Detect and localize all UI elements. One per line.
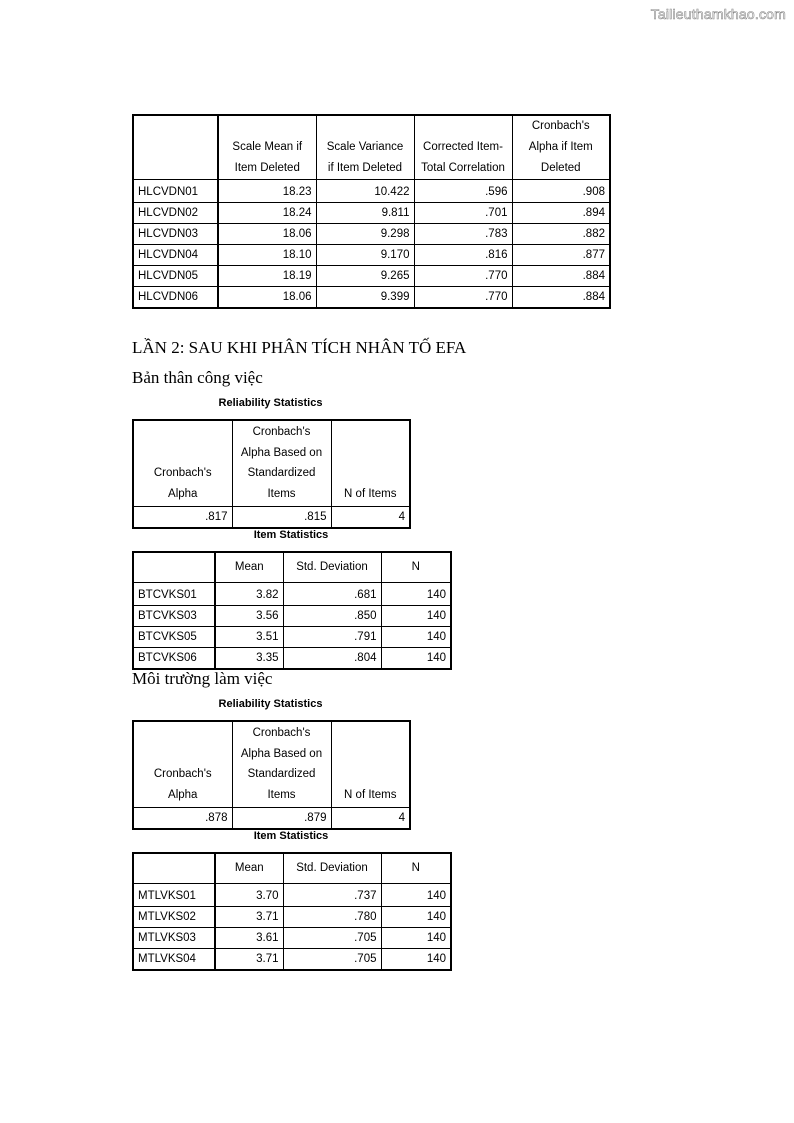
header-n: N: [381, 552, 451, 583]
table-cell: 3.56: [215, 606, 283, 627]
value-n-of-items: 4: [331, 808, 410, 830]
header-n: N: [381, 853, 451, 884]
table-header-row: [133, 721, 410, 808]
table-cell: .681: [283, 583, 381, 606]
table-row: [133, 507, 410, 529]
table-cell: 140: [381, 928, 451, 949]
header-cell: [133, 115, 218, 180]
table-cell: .908: [512, 180, 610, 203]
table-cell: 3.71: [215, 907, 283, 928]
table-header-row: [133, 552, 451, 583]
row-label: BTCVKS01: [133, 583, 215, 606]
reliability-table-mtlv: [132, 720, 411, 830]
table-cell: .791: [283, 627, 381, 648]
header-n-of-items: N of Items: [331, 420, 410, 507]
row-label: MTLVKS04: [133, 949, 215, 971]
table-cell: 140: [381, 606, 451, 627]
item-caption-mtlv: Item Statistics: [253, 830, 329, 842]
table-cell: 18.06: [218, 287, 316, 309]
watermark: Tailieuthamkhao.com: [650, 6, 786, 22]
table-cell: 3.71: [215, 949, 283, 971]
table-cell: 9.811: [316, 203, 414, 224]
table-cell: .701: [414, 203, 512, 224]
row-label: HLCVDN02: [133, 203, 218, 224]
table-cell: 140: [381, 884, 451, 907]
row-label: MTLVKS02: [133, 907, 215, 928]
header-alpha-if-deleted: Cronbach's Alpha if Item Deleted: [512, 115, 610, 180]
table-cell: 140: [381, 907, 451, 928]
header-std-deviation: Std. Deviation: [283, 853, 381, 884]
header-cronbach-alpha: Cronbach's Alpha: [133, 420, 232, 507]
table-cell: .770: [414, 266, 512, 287]
table-row: [133, 928, 451, 949]
value-n-of-items: 4: [331, 507, 410, 529]
table-row: [133, 583, 451, 606]
table-cell: .884: [512, 266, 610, 287]
table-row: [133, 606, 451, 627]
table-row: [133, 266, 610, 287]
reliability-table-btcv: [132, 419, 411, 529]
value-alpha-standardized: .879: [232, 808, 331, 830]
header-scale-variance: Scale Variance if Item Deleted: [316, 115, 414, 180]
table-cell: 10.422: [316, 180, 414, 203]
header-corrected-item-total: Corrected Item- Total Correlation: [414, 115, 512, 180]
table-cell: .770: [414, 287, 512, 309]
row-label: BTCVKS05: [133, 627, 215, 648]
value-cronbach-alpha: .817: [133, 507, 232, 529]
table-row: [133, 224, 610, 245]
table-cell: 140: [381, 949, 451, 971]
table-cell: 18.19: [218, 266, 316, 287]
table-cell: .816: [414, 245, 512, 266]
section-heading: LẦN 2: SAU KHI PHÂN TÍCH NHÂN TỐ EFA: [132, 338, 467, 357]
table-cell: .705: [283, 949, 381, 971]
table-cell: 9.298: [316, 224, 414, 245]
table-cell: .882: [512, 224, 610, 245]
table-header-row: [133, 420, 410, 507]
table-cell: .804: [283, 648, 381, 670]
table-row: [133, 245, 610, 266]
table-cell: 18.23: [218, 180, 316, 203]
table-header-row: [133, 853, 451, 884]
value-cronbach-alpha: .878: [133, 808, 232, 830]
table-cell: .783: [414, 224, 512, 245]
table-row: [133, 907, 451, 928]
table-row: [133, 648, 451, 670]
table-cell: 18.24: [218, 203, 316, 224]
table-row: [133, 627, 451, 648]
header-mean: Mean: [215, 552, 283, 583]
table-cell: 3.82: [215, 583, 283, 606]
table-row: [133, 884, 451, 907]
row-label: HLCVDN01: [133, 180, 218, 203]
table-cell: .596: [414, 180, 512, 203]
row-label: HLCVDN04: [133, 245, 218, 266]
table-cell: 9.399: [316, 287, 414, 309]
table-cell: .780: [283, 907, 381, 928]
table-cell: 140: [381, 583, 451, 606]
item-statistics-table-btcv: [132, 551, 452, 670]
row-label: HLCVDN05: [133, 266, 218, 287]
value-alpha-standardized: .815: [232, 507, 331, 529]
item-total-statistics-table: [132, 114, 611, 309]
table-cell: 9.265: [316, 266, 414, 287]
table-cell: 9.170: [316, 245, 414, 266]
table-row: [133, 949, 451, 971]
table-cell: 18.10: [218, 245, 316, 266]
table-body: [133, 180, 610, 309]
table-cell: 3.35: [215, 648, 283, 670]
table-cell: .737: [283, 884, 381, 907]
row-label: MTLVKS03: [133, 928, 215, 949]
table-cell: .705: [283, 928, 381, 949]
header-scale-mean: Scale Mean if Item Deleted: [218, 115, 316, 180]
table-cell: 18.06: [218, 224, 316, 245]
table-cell: 3.61: [215, 928, 283, 949]
header-mean: Mean: [215, 853, 283, 884]
header-cell: [133, 853, 215, 884]
header-alpha-standardized: Cronbach's Alpha Based on Standardized Items: [232, 721, 331, 808]
table-row: [133, 287, 610, 309]
item-caption-btcv: Item Statistics: [253, 529, 329, 541]
table-row: [133, 808, 410, 830]
reliability-caption-mtlv: Reliability Statistics: [218, 698, 323, 710]
subsection-title-mtlv: Môi trường làm việc: [132, 669, 273, 688]
item-statistics-table-mtlv: [132, 852, 452, 971]
table-header-row: [133, 115, 610, 180]
header-std-deviation: Std. Deviation: [283, 552, 381, 583]
table-body: [133, 884, 451, 971]
table-body: [133, 583, 451, 670]
header-cronbach-alpha: Cronbach's Alpha: [133, 721, 232, 808]
table-cell: 140: [381, 648, 451, 670]
header-cell: [133, 552, 215, 583]
table-cell: .894: [512, 203, 610, 224]
table-cell: .850: [283, 606, 381, 627]
table-row: [133, 203, 610, 224]
subsection-title-btcv: Bản thân công việc: [132, 368, 263, 387]
table-row: [133, 180, 610, 203]
table-cell: .877: [512, 245, 610, 266]
table-cell: 140: [381, 627, 451, 648]
row-label: MTLVKS01: [133, 884, 215, 907]
header-n-of-items: N of Items: [331, 721, 410, 808]
row-label: BTCVKS03: [133, 606, 215, 627]
row-label: BTCVKS06: [133, 648, 215, 670]
row-label: HLCVDN06: [133, 287, 218, 309]
header-alpha-standardized: Cronbach's Alpha Based on Standardized Items: [232, 420, 331, 507]
table-cell: 3.51: [215, 627, 283, 648]
reliability-caption-btcv: Reliability Statistics: [218, 397, 323, 409]
table-cell: .884: [512, 287, 610, 309]
table-cell: 3.70: [215, 884, 283, 907]
row-label: HLCVDN03: [133, 224, 218, 245]
